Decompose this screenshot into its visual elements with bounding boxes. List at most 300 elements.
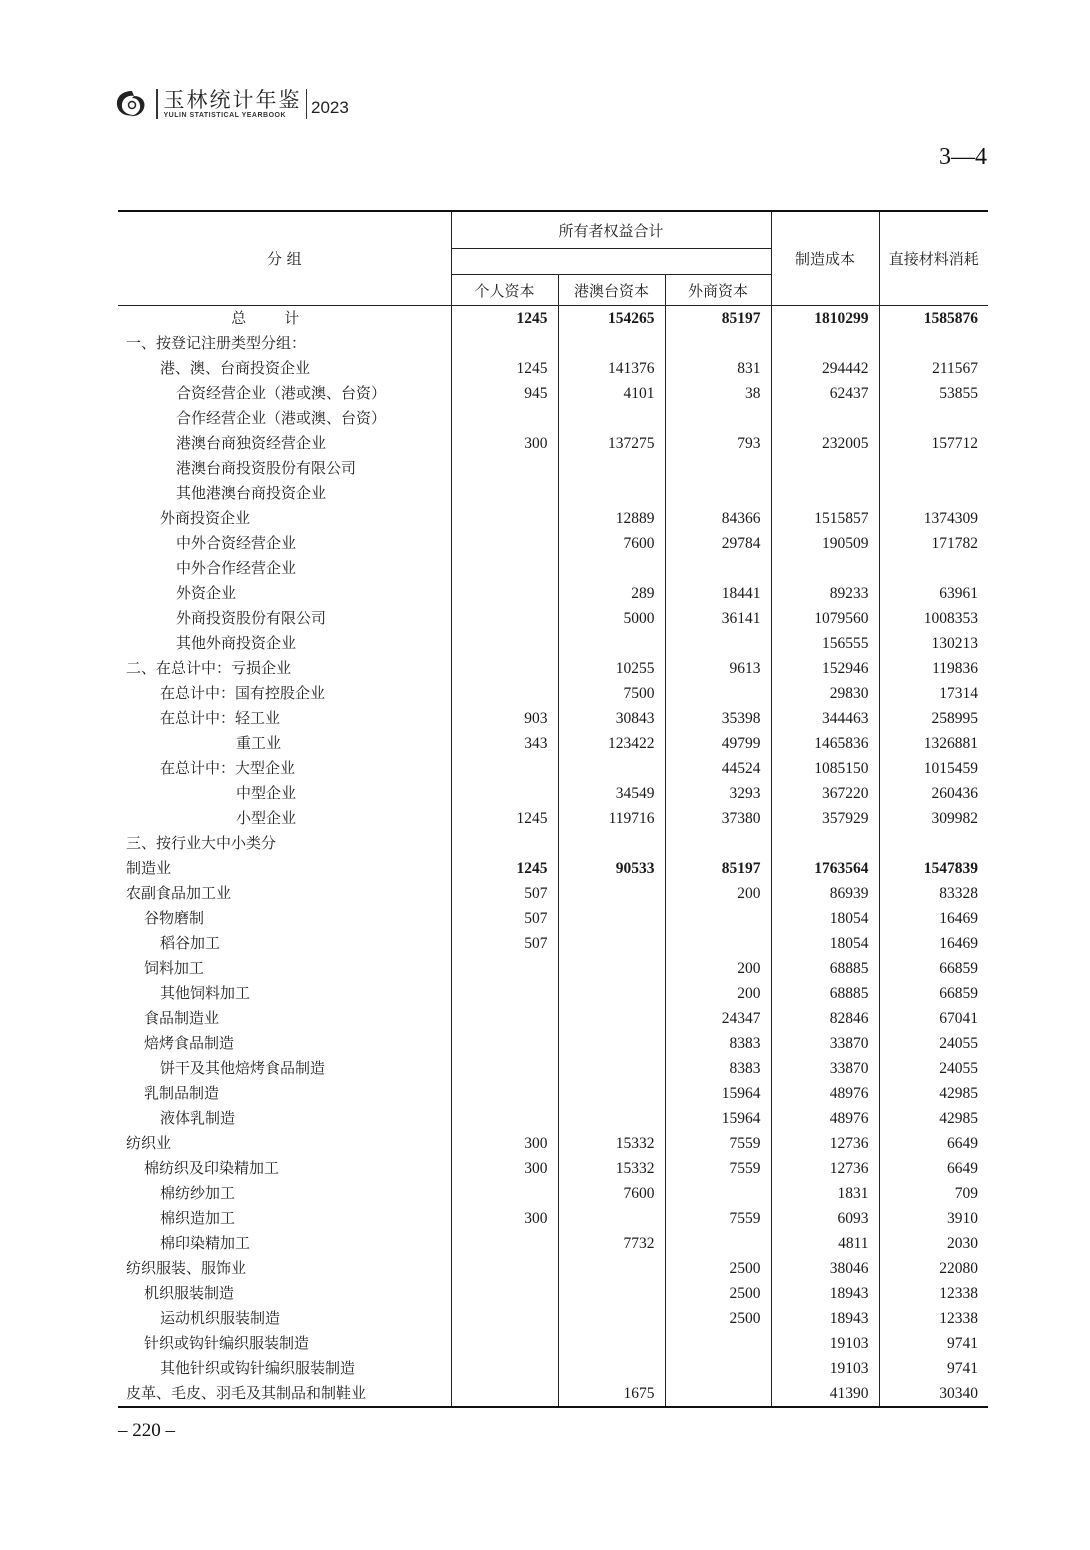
- row-label: 其他饲料加工: [118, 981, 451, 1006]
- row-value: [451, 756, 558, 781]
- row-value: [451, 1056, 558, 1081]
- row-value: 344463: [771, 706, 879, 731]
- header-title-cn: 玉林统计年鉴: [163, 87, 302, 112]
- table-row: [118, 1031, 988, 1056]
- row-value: 2030: [947, 1235, 979, 1252]
- row-value: [558, 481, 665, 506]
- row-value: [665, 1356, 771, 1381]
- table-row: [118, 756, 988, 781]
- row-value: 68885: [771, 956, 879, 981]
- row-label: 一、按登记注册类型分组：: [118, 331, 451, 356]
- row-value: 1085150: [771, 756, 879, 781]
- row-value: [558, 956, 665, 981]
- col-owner-equity-spacer: [451, 249, 771, 275]
- row-value: [558, 556, 665, 581]
- row-label: 外资企业: [118, 581, 451, 606]
- row-value: 9741: [947, 1335, 979, 1352]
- table-row: [118, 1056, 988, 1081]
- row-label: 外商投资企业: [118, 506, 451, 531]
- table-row: [118, 881, 988, 906]
- table-row: [118, 1306, 988, 1331]
- row-value: 8383: [665, 1056, 771, 1081]
- row-value: 1675: [558, 1381, 665, 1407]
- row-value: 709: [954, 1185, 979, 1202]
- row-value: 24055: [939, 1035, 979, 1052]
- row-label: 其他外商投资企业: [118, 631, 451, 656]
- table-row: [118, 406, 988, 431]
- table-row: [118, 1381, 988, 1407]
- row-label: 运动机织服装制造: [118, 1306, 451, 1331]
- row-label: 在总计中：轻工业: [118, 706, 451, 731]
- row-label: 在总计中：国有控股企业: [118, 681, 451, 706]
- row-value: 200: [665, 881, 771, 906]
- row-value: 15964: [665, 1081, 771, 1106]
- page-header: [112, 84, 349, 124]
- table-row: [118, 656, 988, 681]
- row-label: 总计: [118, 306, 451, 332]
- row-label: 港澳台商独资经营企业: [118, 431, 451, 456]
- row-value: 29830: [771, 681, 879, 706]
- table-row: [118, 506, 988, 531]
- row-value: 85197: [665, 306, 771, 332]
- row-value: 945: [451, 381, 558, 406]
- row-label: 棉织造加工: [118, 1206, 451, 1231]
- table-row: [118, 381, 988, 406]
- row-value: 38046: [771, 1256, 879, 1281]
- row-label: 制造业: [118, 856, 451, 881]
- row-value: [665, 556, 771, 581]
- row-value: [665, 831, 771, 856]
- row-value: [451, 506, 558, 531]
- row-value: [558, 881, 665, 906]
- row-value: [665, 331, 771, 356]
- row-value: 10255: [558, 656, 665, 681]
- row-value: 507: [451, 906, 558, 931]
- row-value: 258995: [931, 710, 979, 727]
- row-value: 67041: [939, 1010, 979, 1027]
- row-value: 33870: [771, 1056, 879, 1081]
- yearbook-logo-icon: [112, 87, 152, 121]
- table-row: [118, 631, 988, 656]
- row-value: 6649: [947, 1160, 979, 1177]
- row-value: [558, 1006, 665, 1031]
- row-value: 152946: [771, 656, 879, 681]
- row-value: 1585876: [923, 310, 979, 327]
- row-value: 66859: [939, 985, 979, 1002]
- row-value: 34549: [558, 781, 665, 806]
- row-value: 119836: [932, 660, 979, 677]
- row-value: 1326881: [923, 735, 979, 752]
- row-value: 15964: [665, 1106, 771, 1131]
- row-value: [665, 631, 771, 656]
- row-value: [451, 531, 558, 556]
- col-individual-header: 个人资本: [451, 275, 558, 306]
- row-label: 小型企业: [118, 806, 451, 831]
- row-value: 157712: [931, 435, 979, 452]
- row-value: [879, 406, 988, 431]
- row-value: 6093: [771, 1206, 879, 1231]
- row-value: 68885: [771, 981, 879, 1006]
- row-value: [665, 406, 771, 431]
- table-row: [118, 856, 988, 881]
- row-value: [451, 1281, 558, 1306]
- row-value: [451, 1331, 558, 1356]
- row-value: 119716: [558, 806, 665, 831]
- statistics-table: [118, 210, 988, 1408]
- row-value: [451, 681, 558, 706]
- row-value: [558, 1106, 665, 1131]
- row-value: [558, 1056, 665, 1081]
- row-value: 15332: [558, 1156, 665, 1181]
- row-value: 30843: [558, 706, 665, 731]
- row-value: 1245: [451, 806, 558, 831]
- row-label: 谷物磨制: [118, 906, 451, 931]
- row-value: [451, 956, 558, 981]
- row-label: 三、按行业大中小类分: [118, 831, 451, 856]
- row-value: [879, 556, 988, 581]
- row-value: 300: [451, 1156, 558, 1181]
- header-divider: [156, 89, 158, 119]
- table-number: 3—4: [939, 144, 987, 170]
- row-value: 294442: [771, 356, 879, 381]
- row-value: 260436: [931, 785, 979, 802]
- row-value: 4811: [771, 1231, 879, 1256]
- row-value: 37380: [665, 806, 771, 831]
- row-value: 12736: [771, 1131, 879, 1156]
- row-value: [451, 781, 558, 806]
- row-value: 2500: [665, 1281, 771, 1306]
- row-value: 48976: [771, 1081, 879, 1106]
- row-value: [451, 831, 558, 856]
- table-row: [118, 906, 988, 931]
- table-row: [118, 456, 988, 481]
- row-value: [558, 1031, 665, 1056]
- table-row: [118, 956, 988, 981]
- table-row: [118, 356, 988, 381]
- header-year: 2023: [311, 98, 349, 117]
- table-row: [118, 1231, 988, 1256]
- row-value: 1831: [771, 1181, 879, 1206]
- row-value: [558, 981, 665, 1006]
- col-mfg-cost-header: 制造成本: [771, 211, 879, 306]
- row-label: 饲料加工: [118, 956, 451, 981]
- row-value: 30340: [879, 1381, 988, 1407]
- table-row: [118, 781, 988, 806]
- row-value: [558, 1206, 665, 1231]
- table-row: [118, 1206, 988, 1231]
- row-value: 300: [451, 1131, 558, 1156]
- row-label: 食品制造业: [118, 1006, 451, 1031]
- row-value: 63961: [939, 585, 979, 602]
- row-value: 156555: [771, 631, 879, 656]
- row-value: [665, 1381, 771, 1407]
- row-value: [451, 1006, 558, 1031]
- row-value: 42985: [939, 1085, 979, 1102]
- row-value: 1008353: [923, 610, 979, 627]
- row-value: [771, 406, 879, 431]
- row-label: 二、在总计中：亏损企业: [118, 656, 451, 681]
- row-label: 稻谷加工: [118, 931, 451, 956]
- row-label: 乳制品制造: [118, 1081, 451, 1106]
- row-label: 中外合资经营企业: [118, 531, 451, 556]
- row-value: [665, 456, 771, 481]
- row-label: 港澳台商投资股份有限公司: [118, 456, 451, 481]
- table-row: [118, 1006, 988, 1031]
- row-label: 中外合作经营企业: [118, 556, 451, 581]
- row-value: 300: [451, 1206, 558, 1231]
- row-value: [558, 931, 665, 956]
- row-value: 793: [665, 431, 771, 456]
- row-value: [665, 681, 771, 706]
- col-direct-material-header: 直接材料消耗: [879, 211, 988, 306]
- row-value: [558, 631, 665, 656]
- row-value: 19103: [771, 1356, 879, 1381]
- row-value: 7500: [558, 681, 665, 706]
- row-value: 309982: [931, 810, 979, 827]
- row-value: 9613: [665, 656, 771, 681]
- row-value: [558, 456, 665, 481]
- row-value: 200: [665, 981, 771, 1006]
- row-value: 41390: [771, 1381, 879, 1407]
- row-value: 18054: [771, 931, 879, 956]
- row-value: [451, 981, 558, 1006]
- row-value: 18943: [771, 1306, 879, 1331]
- row-value: 289: [558, 581, 665, 606]
- row-value: 7559: [665, 1156, 771, 1181]
- row-label: 机织服装制造: [118, 1281, 451, 1306]
- row-value: 12889: [558, 506, 665, 531]
- row-value: 22080: [939, 1260, 979, 1277]
- row-value: [665, 1181, 771, 1206]
- row-value: [558, 1356, 665, 1381]
- table-header: [118, 211, 988, 306]
- row-value: [558, 331, 665, 356]
- row-label: 皮革、毛皮、羽毛及其制品和制鞋业: [118, 1381, 451, 1407]
- row-value: 232005: [771, 431, 879, 456]
- row-label: 合资经营企业（港或澳、台资）: [118, 381, 451, 406]
- row-value: 12736: [771, 1156, 879, 1181]
- table-row: [118, 306, 988, 332]
- table-row: [118, 1131, 988, 1156]
- header-title-block: [164, 89, 302, 120]
- row-label: 外商投资股份有限公司: [118, 606, 451, 631]
- row-value: 84366: [665, 506, 771, 531]
- col-hmt-header: 港澳台资本: [558, 275, 665, 306]
- table-row: [118, 1156, 988, 1181]
- row-value: 1245: [451, 356, 558, 381]
- row-label: 棉印染精加工: [118, 1231, 451, 1256]
- row-value: [665, 481, 771, 506]
- row-value: [451, 556, 558, 581]
- row-label: 焙烤食品制造: [118, 1031, 451, 1056]
- row-label: 港、澳、台商投资企业: [118, 356, 451, 381]
- row-value: [451, 581, 558, 606]
- row-value: 154265: [558, 306, 665, 332]
- row-value: 1547839: [923, 860, 979, 877]
- row-value: 7600: [558, 1181, 665, 1206]
- row-value: 1515857: [771, 506, 879, 531]
- row-value: 38: [665, 381, 771, 406]
- row-value: 19103: [771, 1331, 879, 1356]
- table-row: [118, 531, 988, 556]
- table-row: [118, 1106, 988, 1131]
- page-number: – 220 –: [118, 1420, 175, 1441]
- row-value: 90533: [558, 856, 665, 881]
- row-value: [451, 1081, 558, 1106]
- row-value: 35398: [665, 706, 771, 731]
- row-value: [879, 456, 988, 481]
- row-value: 18054: [771, 906, 879, 931]
- col-group-header: 分 组: [118, 211, 451, 306]
- row-value: 66859: [939, 960, 979, 977]
- table-row: [118, 481, 988, 506]
- row-label: 中型企业: [118, 781, 451, 806]
- row-value: [451, 406, 558, 431]
- row-value: 16469: [939, 910, 979, 927]
- row-value: 3293: [665, 781, 771, 806]
- row-value: 1374309: [923, 510, 979, 527]
- row-value: [558, 406, 665, 431]
- row-value: 16469: [939, 935, 979, 952]
- row-value: 1763564: [771, 856, 879, 881]
- row-label: 纺织业: [118, 1131, 451, 1156]
- row-value: 7559: [665, 1131, 771, 1156]
- table-row: [118, 556, 988, 581]
- row-value: [771, 331, 879, 356]
- row-value: [665, 1231, 771, 1256]
- row-label: 棉纺纱加工: [118, 1181, 451, 1206]
- col-foreign-header: 外商资本: [665, 275, 771, 306]
- table-row: [118, 1181, 988, 1206]
- row-value: [665, 906, 771, 931]
- row-value: 7600: [558, 531, 665, 556]
- table-row: [118, 431, 988, 456]
- row-value: [451, 1031, 558, 1056]
- row-value: [879, 481, 988, 506]
- row-value: [665, 1331, 771, 1356]
- row-value: 53855: [939, 385, 979, 402]
- row-value: 29784: [665, 531, 771, 556]
- header-divider-2: [306, 89, 308, 119]
- row-value: [558, 1081, 665, 1106]
- row-value: 1079560: [771, 606, 879, 631]
- row-value: 86939: [771, 881, 879, 906]
- row-value: 343: [451, 731, 558, 756]
- row-value: [558, 756, 665, 781]
- row-value: 7559: [665, 1206, 771, 1231]
- table-row: [118, 606, 988, 631]
- row-value: 5000: [558, 606, 665, 631]
- row-value: [558, 1281, 665, 1306]
- row-value: 141376: [558, 356, 665, 381]
- header-title-en: YULIN STATISTICAL YEARBOOK: [163, 111, 287, 119]
- row-value: [558, 1331, 665, 1356]
- row-value: [771, 481, 879, 506]
- row-value: [558, 831, 665, 856]
- row-value: 24055: [939, 1060, 979, 1077]
- row-value: 9741: [947, 1360, 979, 1377]
- row-value: 18441: [665, 581, 771, 606]
- row-value: 1245: [451, 306, 558, 332]
- row-value: 367220: [771, 781, 879, 806]
- row-value: [451, 1356, 558, 1381]
- table-row: [118, 706, 988, 731]
- table-row: [118, 1356, 988, 1381]
- row-value: 130213: [931, 635, 979, 652]
- row-value: 123422: [558, 731, 665, 756]
- row-value: 2500: [665, 1256, 771, 1281]
- row-value: 1015459: [923, 760, 979, 777]
- row-value: [451, 656, 558, 681]
- row-value: [451, 606, 558, 631]
- row-value: 15332: [558, 1131, 665, 1156]
- table-body: [118, 306, 988, 1408]
- table-row: [118, 731, 988, 756]
- row-value: [771, 556, 879, 581]
- row-value: [451, 1306, 558, 1331]
- row-value: [451, 1231, 558, 1256]
- row-label: 其他针织或钩针编织服装制造: [118, 1356, 451, 1381]
- row-value: [879, 331, 988, 356]
- row-value: 357929: [771, 806, 879, 831]
- row-value: 300: [451, 431, 558, 456]
- row-value: 12338: [939, 1310, 979, 1327]
- row-value: [451, 481, 558, 506]
- row-value: [558, 1256, 665, 1281]
- row-value: [665, 931, 771, 956]
- row-value: [771, 831, 879, 856]
- row-label: 其他港澳台商投资企业: [118, 481, 451, 506]
- row-value: 18943: [771, 1281, 879, 1306]
- row-value: [451, 1181, 558, 1206]
- row-label: 农副食品加工业: [118, 881, 451, 906]
- table-row: [118, 331, 988, 356]
- row-value: 137275: [558, 431, 665, 456]
- row-value: 211567: [932, 360, 979, 377]
- row-value: 171782: [931, 535, 979, 552]
- row-label: 重工业: [118, 731, 451, 756]
- row-value: 24347: [665, 1006, 771, 1031]
- row-value: 6649: [947, 1135, 979, 1152]
- table-row: [118, 1256, 988, 1281]
- row-label: 在总计中：大型企业: [118, 756, 451, 781]
- row-value: 62437: [771, 381, 879, 406]
- row-value: [558, 1306, 665, 1331]
- row-value: 507: [451, 931, 558, 956]
- row-label: 纺织服装、服饰业: [118, 1256, 451, 1281]
- row-value: 190509: [771, 531, 879, 556]
- row-value: 12338: [939, 1285, 979, 1302]
- row-value: 831: [665, 356, 771, 381]
- row-value: 4101: [558, 381, 665, 406]
- row-value: [451, 1256, 558, 1281]
- row-value: [558, 906, 665, 931]
- row-value: 200: [665, 956, 771, 981]
- row-value: 8383: [665, 1031, 771, 1056]
- table-row: [118, 806, 988, 831]
- table-row: [118, 831, 988, 856]
- row-value: 2500: [665, 1306, 771, 1331]
- row-value: 44524: [665, 756, 771, 781]
- row-label: 针织或钩针编织服装制造: [118, 1331, 451, 1356]
- row-value: 82846: [771, 1006, 879, 1031]
- table-row: [118, 581, 988, 606]
- table-row: [118, 981, 988, 1006]
- row-value: 33870: [771, 1031, 879, 1056]
- table-row: [118, 1081, 988, 1106]
- row-value: 17314: [939, 685, 979, 702]
- row-value: 48976: [771, 1106, 879, 1131]
